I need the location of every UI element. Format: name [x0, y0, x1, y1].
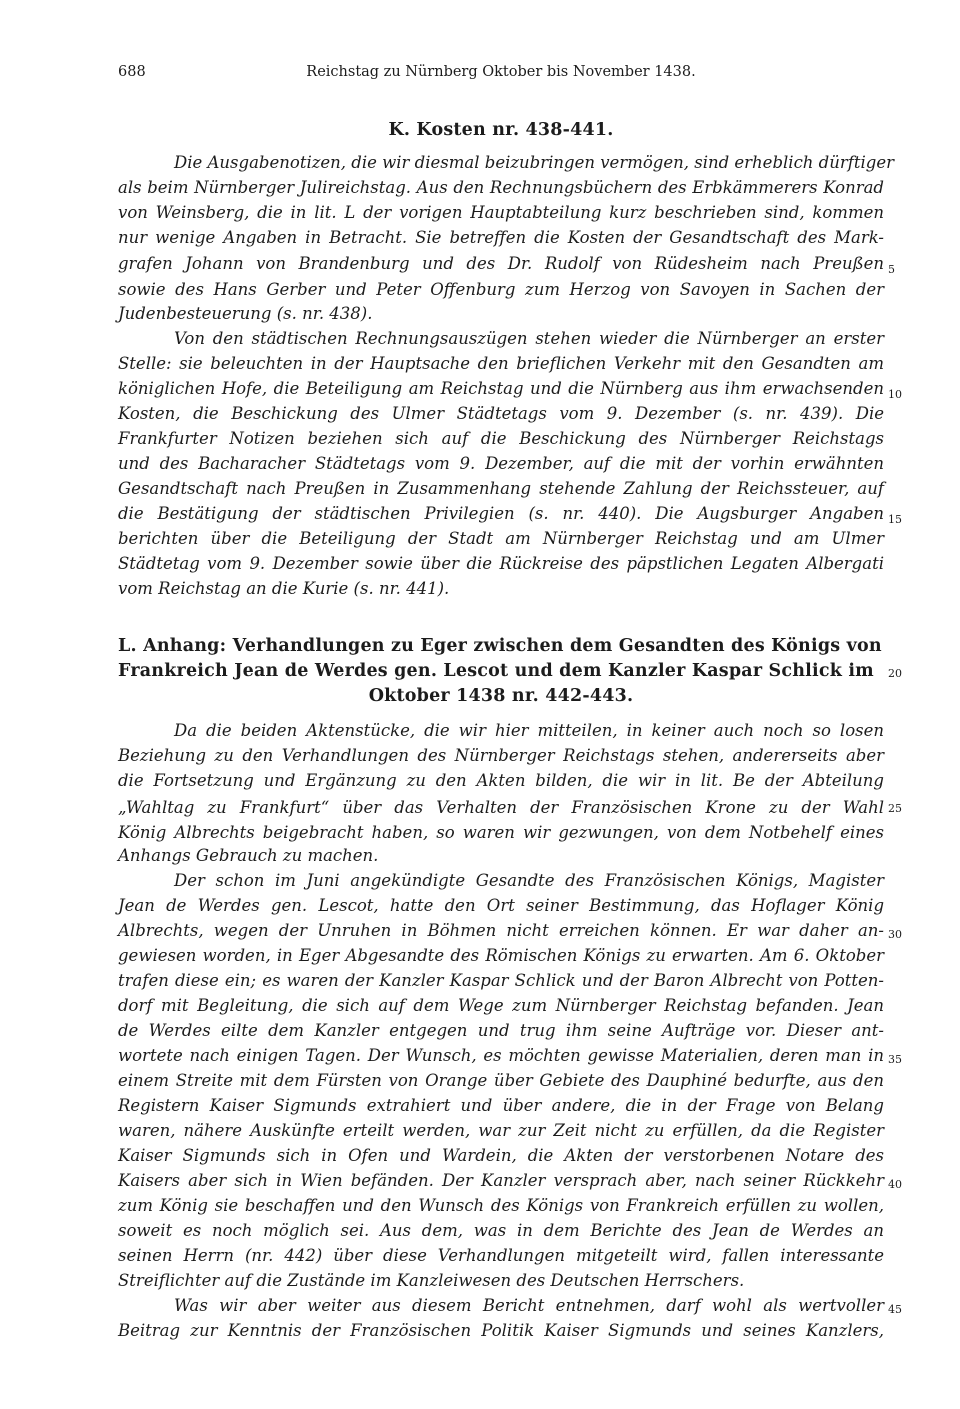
text-line: trafen diese ein; es waren der Kanzler Kaspar Schlick und der Baron Albrecht von Potten- [118, 971, 884, 990]
text-line: König Albrechts beigebracht haben, so waren wir gezwungen, von dem Notbehelf eines [118, 823, 884, 842]
line-number: 45 [888, 1303, 902, 1316]
text-line: Anhangs Gebrauch zu machen. [118, 846, 379, 865]
section-l-heading-line: L. Anhang: Verhandlungen zu Eger zwischen dem Gesandten des Königs von [118, 636, 882, 656]
text-line: de Werdes eilte dem Kanzler entgegen und trug ihm seine Aufträge vor. Dieser ant- [118, 1021, 884, 1040]
text-line: Kaisers aber sich in Wien befänden. Der Kanzler versprach aber, nach seiner Rückkehr [118, 1171, 884, 1190]
text-line: königlichen Hofe, die Beteiligung am Reichstag und die Nürnberg aus ihm erwachsenden [118, 379, 884, 398]
text-line: „Wahltag zu Frankfurt“ über das Verhalten der Französischen Krone zu der Wahl [118, 798, 884, 817]
text-line: soweit es noch möglich sei. Aus dem, was in dem Berichte des Jean de Werdes an [118, 1221, 884, 1240]
section-k-heading: K. Kosten nr. 438-441. [388, 120, 614, 140]
text-line: Beitrag zur Kenntnis der Französischen Politik Kaiser Sigmunds und seines Kanzlers, [118, 1321, 884, 1340]
text-line: Beziehung zu den Verhandlungen des Nürnberger Reichstags stehen, andererseits aber [118, 746, 884, 765]
line-number: 25 [888, 802, 902, 815]
line-number: 5 [888, 263, 895, 276]
page-number: 688 [118, 64, 146, 80]
text-line: seinen Herrn (nr. 442) über diese Verhandlungen mitgeteilt wird, fallen interessante [118, 1246, 884, 1265]
text-line: Stelle: sie beleuchten in der Hauptsache den brieflichen Verkehr mit den Gesandten am [118, 354, 884, 373]
text-line: Streiflichter auf die Zustände im Kanzleiwesen des Deutschen Herrschers. [118, 1271, 745, 1290]
text-line: nur wenige Angaben in Betracht. Sie betreffen die Kosten der Gesandtschaft des Mark- [118, 228, 884, 247]
text-line: Der schon im Juni angekündigte Gesandte des Französischen Königs, Magister [174, 871, 884, 890]
text-line: die Fortsetzung und Ergänzung zu den Akten bilden, die wir in lit. Be der Abteilung [118, 771, 884, 790]
text-line: zum König sie beschaffen und den Wunsch des Königs von Frankreich erfüllen zu wollen, [118, 1196, 884, 1215]
text-line: Frankfurter Notizen beziehen sich auf die Beschickung des Nürnberger Reichstags [118, 429, 884, 448]
text-line: Städtetag vom 9. Dezember sowie über die Rückreise des päpstlichen Legaten Albergati [118, 554, 884, 573]
text-line: vom Reichstag an die Kurie (s. nr. 441). [118, 579, 450, 598]
text-line: und des Bacharacher Städtetags vom 9. Dezember, auf die mit der vorhin erwähnten [118, 454, 884, 473]
line-number: 40 [888, 1178, 902, 1191]
page-header [118, 64, 884, 88]
line-number: 20 [888, 667, 902, 680]
text-line: dorf mit Begleitung, die sich auf dem Wege zum Nürnberger Reichstag befanden. Jean [118, 996, 884, 1015]
text-line: Von den städtischen Rechnungsauszügen stehen wieder die Nürnberger an erster [174, 329, 884, 348]
text-line: Jean de Werdes gen. Lescot, hatte den Ort seiner Bestimmung, das Hoflager König [118, 896, 884, 915]
text-line: Die Ausgabenotizen, die wir diesmal beizubringen vermögen, sind erheblich dürftiger [174, 153, 894, 172]
text-line: Da die beiden Aktenstücke, die wir hier mitteilen, in keiner auch noch so losen [174, 721, 884, 740]
text-line: Kosten, die Beschickung des Ulmer Städtetags vom 9. Dezember (s. nr. 439). Die [118, 404, 884, 423]
text-line: als beim Nürnberger Julireichstag. Aus den Rechnungsbüchern des Erbkämmerers Konrad [118, 178, 884, 197]
text-line: Registern Kaiser Sigmunds extrahiert und über andere, die in der Frage von Belang [118, 1096, 884, 1115]
text-line: berichten über die Beteiligung der Stadt am Nürnberger Reichstag und am Ulmer [118, 529, 884, 548]
text-line: Albrechts, wegen der Unruhen in Böhmen nicht erreichen können. Er war daher an- [118, 921, 884, 940]
text-line: sowie des Hans Gerber und Peter Offenburg zum Herzog von Savoyen in Sachen der [118, 280, 884, 299]
section-l-heading-line: Oktober 1438 nr. 442-443. [368, 686, 634, 706]
text-line: grafen Johann von Brandenburg und des Dr. Rudolf von Rüdesheim nach Preußen [118, 254, 884, 273]
text-line: einem Streite mit dem Fürsten von Orange über Gebiete des Dauphiné bedurfte, aus den [118, 1071, 884, 1090]
text-line: Was wir aber weiter aus diesem Bericht entnehmen, darf wohl als wertvoller [174, 1296, 884, 1315]
line-number: 10 [888, 388, 902, 401]
text-line: wortete nach einigen Tagen. Der Wunsch, es möchten gewisse Materialien, deren man in [118, 1046, 884, 1065]
line-number: 15 [888, 513, 902, 526]
text-line: gewiesen worden, in Eger Abgesandte des Römischen Königs zu erwarten. Am 6. Oktober [118, 946, 884, 965]
text-line: Judenbesteuerung (s. nr. 438). [118, 304, 373, 323]
line-number: 30 [888, 928, 902, 941]
section-l-heading-line: Frankreich Jean de Werdes gen. Lescot und dem Kanzler Kaspar Schlick im [118, 661, 874, 681]
text-line: Gesandtschaft nach Preußen in Zusammenhang stehende Zahlung der Reichssteuer, auf [118, 479, 884, 498]
text-line: Kaiser Sigmunds sich in Ofen und Wardein, die Akten der verstorbenen Notare des [118, 1146, 884, 1165]
text-line: die Bestätigung der städtischen Privilegien (s. nr. 440). Die Augsburger Angaben [118, 504, 884, 523]
text-line: waren, nähere Auskünfte erteilt werden, war zur Zeit nicht zu erfüllen, da die Register [118, 1121, 884, 1140]
line-number: 35 [888, 1053, 902, 1066]
running-title: Reichstag zu Nürnberg Oktober bis November 1438. [306, 64, 696, 80]
text-line: von Weinsberg, die in lit. L der vorigen Hauptabteilung kurz beschrieben sind, kommen [118, 203, 884, 222]
